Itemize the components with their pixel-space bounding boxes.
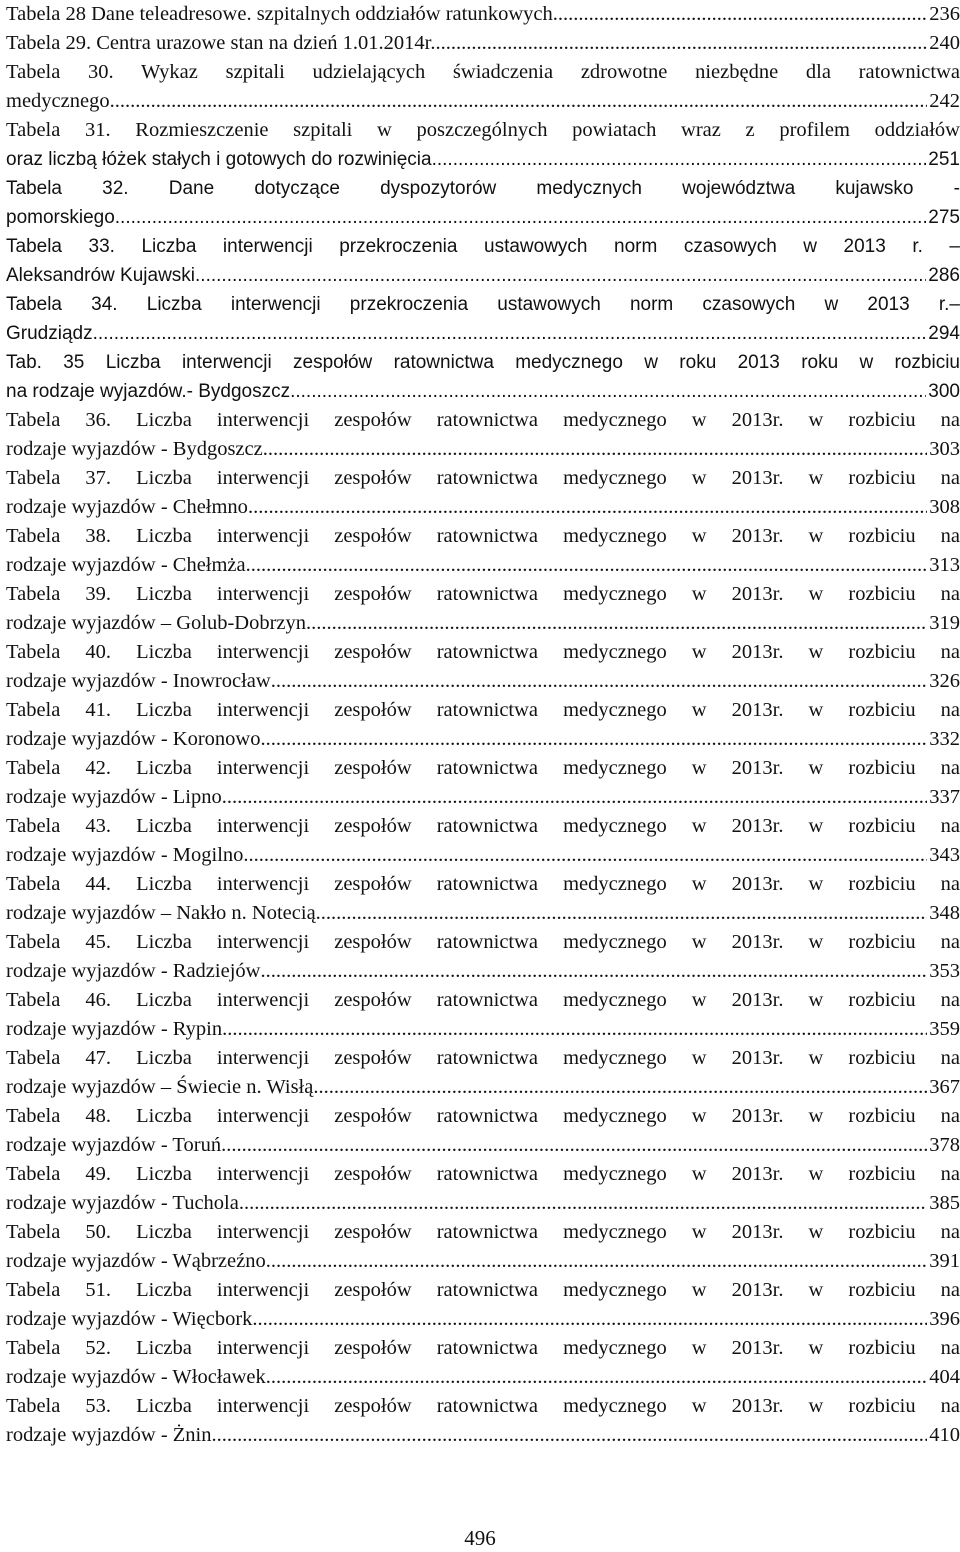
toc-entry-line [6, 1334, 960, 1363]
toc-entry[interactable] [6, 290, 960, 348]
toc-entry-line [6, 899, 960, 928]
toc-entry[interactable] [6, 696, 960, 754]
toc-entry-line [6, 406, 960, 435]
toc-entry-title: Tabela 32. Dane dotyczące dyspozytorów medycznych województwa kujawsko - [6, 178, 960, 199]
toc-entry-title: rodzaje wyjazdów - Radziejów [6, 960, 261, 982]
toc-entry-title: Tabela 36. Liczba interwencji zespołów ratownictwa medycznego w 2013r. w rozbiciu na [6, 409, 960, 431]
dot-leader [239, 1189, 927, 1218]
toc-entry-line [6, 522, 960, 551]
dot-leader [263, 435, 928, 464]
toc-entry[interactable] [6, 870, 960, 928]
dot-leader [243, 841, 927, 870]
toc-entry-line [6, 116, 960, 145]
toc-entry[interactable] [6, 1102, 960, 1160]
toc-entry-title: rodzaje wyjazdów - Rypin [6, 1018, 223, 1040]
toc-entry-page-number: 410 [929, 1424, 960, 1446]
toc-entry-line [6, 870, 960, 899]
toc-entry-page-number: 332 [929, 728, 960, 750]
toc-entry-page-number: 353 [929, 960, 960, 982]
toc-entry-title: rodzaje wyjazdów - Koronowo [6, 728, 261, 750]
toc-entry-page-number: 251 [928, 149, 960, 170]
toc-entry-title: Tabela 48. Liczba interwencji zespołów ratownictwa medycznego w 2013r. w rozbiciu na [6, 1105, 960, 1127]
toc-entry-title: Tabela 44. Liczba interwencji zespołów ratownictwa medycznego w 2013r. w rozbiciu na [6, 873, 960, 895]
toc-entry-page-number: 385 [929, 1192, 960, 1214]
toc-entry-title: Tabela 42. Liczba interwencji zespołów ratownictwa medycznego w 2013r. w rozbiciu na [6, 757, 960, 779]
toc-entry-page-number: 396 [929, 1308, 960, 1330]
toc-entry-line [6, 1189, 960, 1218]
toc-entry-line [6, 232, 960, 261]
toc-entry-title: Tabela 49. Liczba interwencji zespołów ratownictwa medycznego w 2013r. w rozbiciu na [6, 1163, 960, 1185]
toc-entry-page-number: 308 [929, 496, 960, 518]
dot-leader [110, 87, 928, 116]
toc-entry-title: Tabela 28 Dane teleadresowe. szpitalnych oddziałów ratunkowych [6, 3, 553, 25]
toc-entry-title: Aleksandrów Kujawski [6, 265, 196, 286]
table-of-tables [6, 0, 960, 1450]
toc-entry-title: Tabela 46. Liczba interwencji zespołów ratownictwa medycznego w 2013r. w rozbiciu na [6, 989, 960, 1011]
dot-leader [266, 1363, 928, 1392]
toc-entry-page-number: 404 [929, 1366, 960, 1388]
toc-entry[interactable] [6, 406, 960, 464]
toc-entry[interactable] [6, 58, 960, 116]
toc-entry-line [6, 464, 960, 493]
dot-leader [212, 1421, 928, 1450]
toc-entry-page-number: 242 [929, 90, 960, 112]
toc-entry-line [6, 1218, 960, 1247]
toc-entry[interactable] [6, 638, 960, 696]
toc-entry-page-number: 378 [929, 1134, 960, 1156]
toc-entry-line [6, 1131, 960, 1160]
dot-leader [248, 493, 927, 522]
toc-entry[interactable] [6, 580, 960, 638]
toc-entry-title: Tabela 40. Liczba interwencji zespołów ratownictwa medycznego w 2013r. w rozbiciu na [6, 641, 960, 663]
toc-entry-line [6, 29, 960, 58]
toc-entry[interactable] [6, 464, 960, 522]
toc-entry[interactable] [6, 232, 960, 290]
toc-entry-line [6, 87, 960, 116]
toc-entry[interactable] [6, 928, 960, 986]
dot-leader [222, 1015, 927, 1044]
dot-leader [436, 29, 928, 58]
toc-entry-title: Tabela 34. Liczba interwencji przekroczenia ustawowych norm czasowych w 2013 r.– [6, 294, 960, 315]
toc-entry[interactable] [6, 1392, 960, 1450]
dot-leader [115, 203, 927, 232]
toc-entry-title: Tabela 43. Liczba interwencji zespołów ratownictwa medycznego w 2013r. w rozbiciu na [6, 815, 960, 837]
toc-entry-page-number: 319 [929, 612, 960, 634]
toc-entry[interactable] [6, 522, 960, 580]
toc-entry-title: Tabela 53. Liczba interwencji zespołów ratownictwa medycznego w 2013r. w rozbiciu na [6, 1395, 960, 1417]
toc-entry-title: Tabela 50. Liczba interwencji zespołów ratownictwa medycznego w 2013r. w rozbiciu na [6, 1221, 960, 1243]
dot-leader [290, 377, 926, 406]
page-number: 496 [464, 1526, 496, 1550]
toc-entry-line [6, 174, 960, 203]
toc-entry-title: rodzaje wyjazdów - Lipno [6, 786, 222, 808]
toc-entry-line [6, 783, 960, 812]
dot-leader [93, 319, 927, 348]
toc-entry-page-number: 326 [929, 670, 960, 692]
toc-entry-title: rodzaje wyjazdów – Nakło n. Notecią [6, 902, 316, 924]
toc-entry-line [6, 1044, 960, 1073]
toc-entry-page-number: 391 [929, 1250, 960, 1272]
toc-entry-title: rodzaje wyjazdów - Tuchola [6, 1192, 239, 1214]
toc-entry-title: Tabela 31. Rozmieszczenie szpitali w poszczególnych powiatach wraz z profilem oddziałów [6, 119, 960, 141]
toc-entry-line [6, 841, 960, 870]
toc-entry-line [6, 58, 960, 87]
toc-entry-title: Tabela 38. Liczba interwencji zespołów ratownictwa medycznego w 2013r. w rozbiciu na [6, 525, 960, 547]
toc-entry[interactable] [6, 754, 960, 812]
toc-entry-line [6, 957, 960, 986]
toc-entry-line [6, 1102, 960, 1131]
toc-entry[interactable] [6, 0, 960, 29]
toc-entry-line [6, 551, 960, 580]
toc-entry-page-number: 275 [928, 207, 960, 228]
toc-entry-line [6, 377, 960, 406]
dot-leader [260, 725, 927, 754]
dot-leader [222, 783, 928, 812]
toc-entry-title: rodzaje wyjazdów – Świecie n. Wisłą [6, 1076, 314, 1098]
toc-entry-line [6, 435, 960, 464]
toc-entry-page-number: 236 [929, 3, 960, 25]
toc-entry-page-number: 313 [929, 554, 960, 576]
toc-entry-page-number: 303 [929, 438, 960, 460]
toc-entry-title: Tabela 45. Liczba interwencji zespołów ratownictwa medycznego w 2013r. w rozbiciu na [6, 931, 960, 953]
toc-entry[interactable] [6, 1218, 960, 1276]
toc-entry-line [6, 319, 960, 348]
toc-entry-page-number: 300 [928, 381, 960, 402]
dot-leader [271, 667, 928, 696]
toc-entry[interactable] [6, 116, 960, 174]
dot-leader [306, 609, 927, 638]
dot-leader [316, 899, 928, 928]
toc-entry[interactable] [6, 1044, 960, 1102]
toc-entry[interactable] [6, 29, 960, 58]
toc-entry[interactable] [6, 348, 960, 406]
toc-entry-title: Tabela 39. Liczba interwencji zespołów ratownictwa medycznego w 2013r. w rozbiciu na [6, 583, 960, 605]
toc-entry-title: Tabela 37. Liczba interwencji zespołów ratownictwa medycznego w 2013r. w rozbiciu na [6, 467, 960, 489]
toc-entry-line [6, 145, 960, 174]
toc-entry[interactable] [6, 174, 960, 232]
toc-entry-line [6, 1015, 960, 1044]
toc-entry-line [6, 638, 960, 667]
toc-entry-line [6, 754, 960, 783]
toc-entry-title: oraz liczbą łóżek stałych i gotowych do rozwinięcia [6, 149, 432, 170]
toc-entry[interactable] [6, 1334, 960, 1392]
toc-entry-line [6, 348, 960, 377]
toc-entry-line [6, 1421, 960, 1450]
toc-entry-title: Tabela 51. Liczba interwencji zespołów ratownictwa medycznego w 2013r. w rozbiciu na [6, 1279, 960, 1301]
toc-entry[interactable] [6, 1276, 960, 1334]
toc-entry[interactable] [6, 812, 960, 870]
toc-entry-title: rodzaje wyjazdów - Włocławek [6, 1366, 266, 1388]
toc-entry-line [6, 1276, 960, 1305]
toc-entry-line [6, 580, 960, 609]
toc-entry-line [6, 725, 960, 754]
toc-entry-title: Tabela 30. Wykaz szpitali udzielających świadczenia zdrowotne niezbędne dla ratownictwa [6, 61, 960, 83]
toc-entry-title: Tabela 29. Centra urazowe stan na dzień 1.01.2014r. [6, 32, 436, 54]
toc-entry-line [6, 1305, 960, 1334]
toc-entry-page-number: 367 [929, 1076, 960, 1098]
toc-entry-line [6, 928, 960, 957]
toc-entry-title: rodzaje wyjazdów – Golub-Dobrzyn [6, 612, 307, 634]
toc-entry-title: Tabela 47. Liczba interwencji zespołów ratownictwa medycznego w 2013r. w rozbiciu na [6, 1047, 960, 1069]
toc-entry-page-number: 294 [928, 323, 960, 344]
toc-entry-title: na rodzaje wyjazdów.- Bydgoszcz [6, 381, 291, 402]
toc-entry-page-number: 337 [929, 786, 960, 808]
dot-leader [313, 1073, 927, 1102]
toc-entry-line [6, 203, 960, 232]
toc-entry-line [6, 1160, 960, 1189]
toc-entry-title: rodzaje wyjazdów - Chełmno [6, 496, 248, 518]
toc-entry-title: rodzaje wyjazdów - Chełmża [6, 554, 246, 576]
dot-leader [221, 1131, 927, 1160]
toc-entry-title: rodzaje wyjazdów - Wąbrzeźno [6, 1250, 266, 1272]
dot-leader [260, 957, 927, 986]
toc-entry-title: Grudziądz [6, 323, 93, 344]
toc-entry[interactable] [6, 986, 960, 1044]
toc-entry-title: rodzaje wyjazdów - Bydgoszcz [6, 438, 263, 460]
toc-entry-page-number: 348 [929, 902, 960, 924]
toc-entry-line [6, 1073, 960, 1102]
toc-entry-page-number: 343 [929, 844, 960, 866]
toc-entry-title: rodzaje wyjazdów - Żnin [6, 1424, 212, 1446]
toc-entry-line [6, 0, 960, 29]
dot-leader [246, 551, 928, 580]
toc-entry-line [6, 609, 960, 638]
toc-entry-page-number: 240 [929, 32, 960, 54]
toc-entry-title: rodzaje wyjazdów - Mogilno [6, 844, 244, 866]
toc-entry-line [6, 1247, 960, 1276]
toc-entry-line [6, 290, 960, 319]
toc-entry-title: Tabela 33. Liczba interwencji przekroczenia ustawowych norm czasowych w 2013 r. – [6, 236, 960, 257]
toc-entry-page-number: 286 [928, 265, 960, 286]
toc-entry-title: Tabela 52. Liczba interwencji zespołów ratownictwa medycznego w 2013r. w rozbiciu na [6, 1337, 960, 1359]
toc-entry-page-number: 359 [929, 1018, 960, 1040]
toc-entry-title: Tabela 41. Liczba interwencji zespołów ratownictwa medycznego w 2013r. w rozbiciu na [6, 699, 960, 721]
toc-entry-line [6, 986, 960, 1015]
toc-entry[interactable] [6, 1160, 960, 1218]
toc-entry-line [6, 493, 960, 522]
toc-entry-title: rodzaje wyjazdów - Inowrocław [6, 670, 271, 692]
dot-leader [195, 261, 926, 290]
toc-entry-line [6, 1363, 960, 1392]
toc-entry-line [6, 696, 960, 725]
toc-entry-title: pomorskiego [6, 207, 115, 228]
dot-leader [432, 145, 927, 174]
toc-entry-title: Tab. 35 Liczba interwencji zespołów ratownictwa medycznego w roku 2013 roku w rozbiciu [6, 352, 960, 373]
toc-entry-title: rodzaje wyjazdów - Toruń [6, 1134, 222, 1156]
dot-leader [252, 1305, 927, 1334]
toc-entry-title: rodzaje wyjazdów - Więcbork [6, 1308, 253, 1330]
toc-entry-line [6, 812, 960, 841]
toc-entry-line [6, 667, 960, 696]
dot-leader [266, 1247, 928, 1276]
toc-entry-title: medycznego [6, 90, 110, 112]
toc-entry-line [6, 261, 960, 290]
toc-entry-line [6, 1392, 960, 1421]
dot-leader [553, 0, 928, 29]
